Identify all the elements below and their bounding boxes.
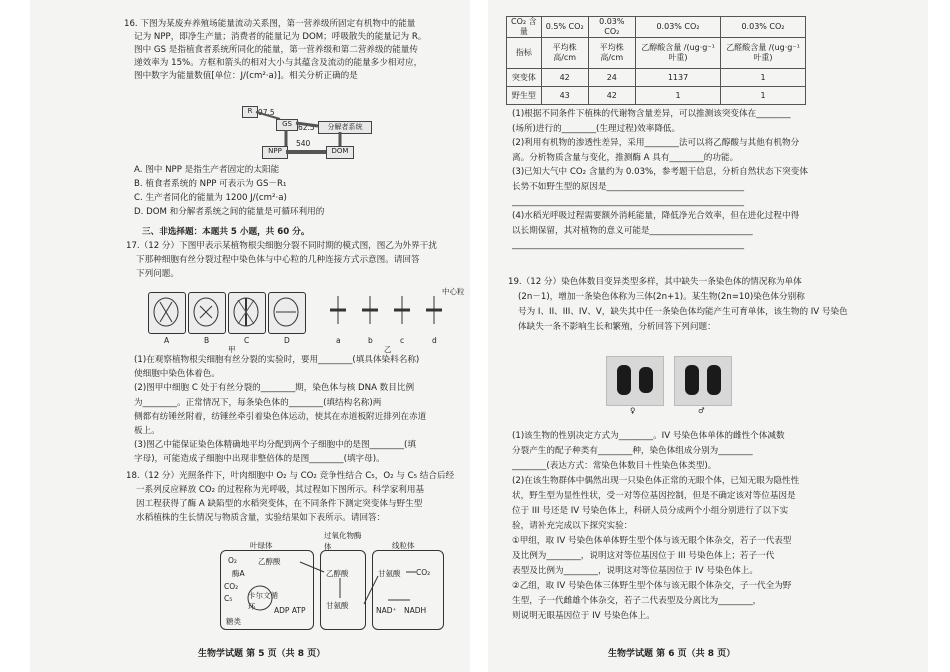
table-header-row	[507, 17, 806, 38]
table-cell: 1	[721, 87, 806, 105]
table-cell: 24	[588, 69, 635, 87]
text-line: (1)该生物的性别决定方式为________。IV 号染色体单体的雌性个体减数	[512, 431, 785, 441]
fig-jia-label: 甲	[228, 345, 236, 354]
attachment-drawings	[328, 290, 448, 330]
table-cell: 42	[588, 87, 635, 105]
table-cell: 1	[636, 87, 721, 105]
chloroplast-label: 叶绿体	[250, 541, 273, 550]
glycolate-label-2: 乙醇酸	[326, 569, 349, 578]
flow-arrows	[240, 106, 390, 166]
text-line: 18.（12 分）光照条件下，叶肉细胞中 O₂ 与 CO₂ 竞争性结合 C₅，O₂ 与 C₅ 结合后经	[126, 471, 455, 481]
table-header-cell: CO₂ 含量	[507, 17, 542, 38]
table-header-cell: 0.03% CO₂	[636, 17, 721, 38]
page-footer-right: 生物学试题 第 6 页（共 8 页）	[608, 649, 736, 659]
text-line: 下列问题。	[136, 269, 179, 279]
energy-flow-diagram	[240, 106, 390, 166]
text-line: (2)利用有机物的渗透性差异，采用________法可以将乙醇酸与其他有机物分	[512, 138, 800, 149]
npp-box: NPP	[262, 146, 288, 159]
text-line: 侧都有纺锤丝附着，纺锤丝牵引着染色体运动，使其在赤道板附近排列在赤道	[134, 411, 427, 422]
glycine-label: 甘氨酸	[326, 601, 349, 610]
value-62-5: 62.5	[298, 123, 315, 132]
mitochondrion-label: 线粒体	[392, 541, 415, 550]
gs-box: GS	[276, 119, 298, 131]
table-sub-cell: 乙醛酸含量 /(ug·g⁻¹叶重)	[721, 38, 806, 69]
fig-yi-label: 乙	[384, 345, 392, 354]
table-cell: 42	[541, 69, 588, 87]
cell-drawings	[148, 292, 308, 332]
text-line: 以长期保留，其对植物的意义可能是________________________	[512, 225, 753, 236]
text-line: C. 生产者同化的能量为 1200 J/(cm²·a)	[134, 193, 287, 203]
text-line: (3)已知大气中 CO₂ 含量约为 0.03%，参考题干信息，分析自然状态下突变体	[512, 167, 808, 178]
table-cell: 43	[541, 87, 588, 105]
text-line: 生型，子一代雌雄个体杂交，若子二代表型及分离比为________，	[512, 596, 762, 606]
text-line: 号为 I、II、III、IV、V，缺失其中任一条染色体均能产生可育单体，该生物的 IV 号染色	[518, 307, 848, 317]
right-page	[488, 0, 928, 672]
male-chromosome-photo	[674, 356, 732, 406]
text-line: 一系列反应释放 CO₂ 的过程称为光呼吸，其过程如下图所示。科学家利用基	[136, 485, 425, 495]
nad-label: NAD⁺	[376, 606, 397, 615]
chromosome	[617, 365, 631, 395]
text-line: ②乙组，取 IV 号染色体三体野生型个体与该无眼个体杂交，子一代全为野	[512, 581, 792, 591]
text-line: 17.（12 分）下图甲表示某植物根尖细胞分裂不同时期的模式图，图乙为外界干扰	[126, 241, 437, 251]
text-line: 递效率为 15%。方框和箭头的相对大小与其蕴含及流动的能量多少相对应，	[134, 58, 423, 68]
table-row	[507, 69, 806, 87]
text-line: 为________。正常情况下，每条染色体的________(填结构名称)两	[134, 397, 382, 408]
text-line: 19.（12 分）染色体数目变异类型多样，其中缺失一条染色体的情况称为单体	[508, 277, 802, 287]
text-line: 下那种细胞有丝分裂过程中染色体与中心粒的几种连接方式示意图。请回答	[136, 255, 420, 265]
text-line: (2)在该生物群体中偶然出现一只染色体正常的无眼个体，已知无眼为隐性性	[512, 476, 800, 486]
text-line: A. 图中 NPP 是指生产者固定的太阳能	[134, 165, 280, 175]
cell-label-b: B	[204, 336, 210, 345]
nadh-label: NADH	[404, 606, 427, 615]
table-sub-cell: 乙醇酸含量 /(ug·g⁻¹叶重)	[636, 38, 721, 69]
o2-label: O₂	[228, 556, 237, 565]
text-line: ________(表达方式：常染色体数目＋性染色体类型)。	[512, 461, 717, 471]
text-line: 体缺失一条不影响生长和繁殖，分析回答下列问题：	[518, 322, 716, 332]
chromosome	[685, 365, 699, 395]
text-line: 表型及比例为________，说明这对等位基因位于 IV 号染色体上。	[512, 566, 758, 576]
pathway-arrows	[220, 540, 450, 632]
cell-label-c: C	[244, 336, 250, 345]
text-line: 记为 NPP，即净生产量；消费者的能量记为 DOM；呼吸散失的能量记为 R。	[134, 32, 427, 42]
enzyme-a-label: 酶A	[232, 569, 245, 578]
chromosome	[639, 367, 653, 393]
text-line: (场所)进行的________(生理过程)效率降低。	[512, 123, 681, 134]
text-line: (4)水稻光呼吸过程需要额外消耗能量，降低净光合效率，但在进化过程中得	[512, 211, 800, 222]
glycine-label-2: 甘氨酸	[378, 569, 401, 578]
table-header-cell: 0.5% CO₂	[541, 17, 588, 38]
text-line: 水稻植株的生长情况与物质含量，实验结果如下表所示。请回答：	[136, 513, 386, 523]
text-line: 板上。	[134, 426, 160, 436]
female-symbol: ♀	[630, 406, 636, 415]
text-line: 离。分析物质含量与变化，推测酶 A 具有________的功能。	[512, 152, 739, 163]
decomposer-box: 分解者系统	[318, 121, 372, 134]
table-header-cell: 0.03% CO₂	[588, 17, 635, 38]
table-cell: 1	[721, 69, 806, 87]
text-line: 长势不如野生型的原因是________________________________	[512, 182, 745, 192]
glycolate-label-1: 乙醇酸	[258, 557, 281, 566]
text-line: ______________________________________________________	[512, 196, 745, 207]
cell-label-a: A	[164, 336, 170, 345]
text-line: 因工程获得了酶 A 缺陷型的水稻突变体，在不同条件下测定突变体与野生型	[136, 499, 423, 509]
attach-label-a: a	[336, 336, 341, 345]
value-97-5: 97.5	[258, 108, 275, 117]
male-symbol: ♂	[698, 406, 705, 415]
text-line: ______________________________________________________	[512, 240, 745, 251]
text-line: 使细胞中染色体着色。	[134, 369, 220, 380]
r-box: R	[242, 106, 258, 118]
left-page	[30, 0, 470, 672]
female-chromosome-photo	[606, 356, 664, 406]
text-line: ①甲组，取 IV 号染色体单体野生型个体与该无眼个体杂交，若子一代表型	[512, 536, 792, 546]
table-cell: 1137	[636, 69, 721, 87]
attach-label-c: c	[400, 336, 405, 345]
table-row	[507, 87, 806, 105]
table-cell: 野生型	[507, 87, 542, 105]
text-line: 则说明无眼基因位于 IV 号染色体上。	[512, 611, 655, 621]
text-line: D. DOM 和分解者系统之间的能量是可循环利用的	[134, 207, 325, 217]
text-line: 位于 III 号还是 IV 号染色体上，科研人员分成两个小组分别进行了以下实	[512, 506, 789, 516]
text-line: 验，请补充完成以下探究实验：	[512, 521, 633, 531]
value-540: 540	[296, 139, 311, 148]
rubp-label: C₅	[224, 594, 233, 603]
attach-label-d: d	[432, 336, 437, 345]
section-3-title: 三、非选择题：本题共 5 小题，共 60 分。	[142, 227, 310, 237]
attach-label-b: b	[368, 336, 373, 345]
peroxisome-label: 过氧化物酶体	[324, 531, 362, 551]
text-line: (1)在观察植物根尖细胞有丝分裂的实验时，要用________(填具体染料名称)	[134, 355, 420, 365]
centriole-label: 中心粒	[442, 287, 465, 296]
sugar-label: 糖类	[226, 617, 241, 626]
dom-box: DOM	[326, 146, 354, 159]
text-line: 字母)，可能造成子细胞中出现非整倍体的是图________(填字母)。	[134, 454, 385, 465]
text-line: (2n－1)，增加一条染色体称为三体(2n+1)。某生物(2n=10)染色体分别称	[518, 292, 805, 302]
co2-label-b: CO₂	[416, 568, 431, 577]
table-sub-row	[507, 38, 806, 69]
table-cell: 突变体	[507, 69, 542, 87]
text-line: (1)根据不同条件下植株的代谢物含量差异，可以推测该突变体在________	[512, 109, 791, 119]
table-sub-cell: 指标	[507, 38, 542, 69]
text-line: 16. 下图为某废弃养殖场能量流动关系图，第一营养级所固定有机物中的能量	[124, 19, 416, 29]
photorespiration-diagram	[220, 531, 450, 632]
table-header-cell: 0.03% CO₂	[721, 17, 806, 38]
text-line: 分裂产生的配子种类有________种，染色体组成分别为________	[512, 446, 753, 456]
chromosome	[707, 365, 721, 395]
co2-label: CO₂	[224, 582, 239, 591]
page-footer-left: 生物学试题 第 5 页（共 8 页）	[198, 649, 326, 659]
text-line: B. 植食者系统的 NPP 可表示为 GS－R₁	[134, 179, 287, 189]
calvin-label: 卡尔文循环	[248, 591, 278, 611]
text-line: (2)图甲中细胞 C 处于有丝分裂的________期，染色体与核 DNA 数目比例	[134, 383, 415, 394]
text-line: 图中 GS 是指植食者系统所同化的能量，第一营养级和第二营养级的能量传	[134, 45, 418, 55]
table-sub-cell: 平均株高/cm	[541, 38, 588, 69]
cell-label-d: D	[284, 336, 290, 345]
text-line: 图中数字为能量数值[单位：J/(cm²·a)]。相关分析正确的是	[134, 71, 358, 81]
text-line: 及比例为________，说明这对等位基因位于 III 号染色体上；若子一代	[512, 551, 775, 561]
text-line: 状，野生型为显性性状，受一对等位基因控制，但是不确定该对等位基因是	[512, 491, 796, 501]
results-table	[506, 16, 806, 105]
table-sub-cell: 平均株高/cm	[588, 38, 635, 69]
text-line: (3)图乙中能保证染色体精确地平均分配到两个子细胞中的是图________(填	[134, 440, 416, 451]
atp-label: ADP ATP	[274, 606, 306, 615]
